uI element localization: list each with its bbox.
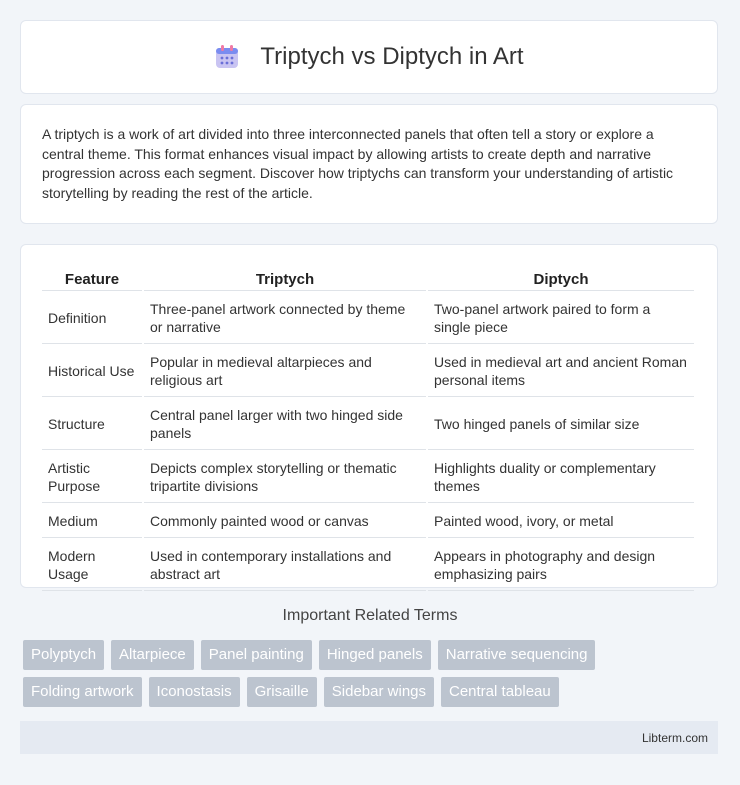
- tag-folding-artwork[interactable]: Folding artwork: [23, 677, 142, 707]
- table-cell-diptych: Two hinged panels of similar size: [428, 399, 694, 450]
- table-cell-triptych: Used in contemporary installations and abstract art: [144, 540, 426, 591]
- tag-iconostasis[interactable]: Iconostasis: [149, 677, 240, 707]
- intro-card: [20, 104, 718, 224]
- table-cell-triptych: Commonly painted wood or canvas: [144, 505, 426, 538]
- table-cell-feature: Definition: [42, 293, 142, 344]
- table-cell-triptych: Depicts complex storytelling or thematic tripartite divisions: [144, 452, 426, 503]
- table-cell-diptych: Two-panel artwork paired to form a single piece: [428, 293, 694, 344]
- footer-site-link[interactable]: Libterm.com: [641, 730, 708, 745]
- table-cell-triptych: Popular in medieval altarpieces and religious art: [144, 346, 426, 397]
- table-row: [42, 293, 694, 344]
- tag-panel-painting[interactable]: Panel painting: [201, 640, 312, 670]
- comparison-card: [20, 244, 718, 588]
- table-cell-diptych: Painted wood, ivory, or metal: [428, 505, 694, 538]
- tag-sidebar-wings[interactable]: Sidebar wings: [324, 677, 434, 707]
- tag-narrative-sequencing[interactable]: Narrative sequencing: [438, 640, 596, 670]
- table-cell-feature: Historical Use: [42, 346, 142, 397]
- table-row: [42, 540, 694, 591]
- tag-altarpiece[interactable]: Altarpiece: [111, 640, 194, 670]
- table-cell-diptych: Appears in photography and design emphasizing pairs: [428, 540, 694, 591]
- tag-row: [23, 677, 723, 707]
- related-terms-title: Important Related Terms: [282, 607, 458, 624]
- table-cell-diptych: Used in medieval art and ancient Roman personal items: [428, 346, 694, 397]
- footer: [20, 721, 718, 754]
- tag-central-tableau[interactable]: Central tableau: [441, 677, 559, 707]
- related-terms-tags: [23, 640, 723, 714]
- table-cell-feature: Artistic Purpose: [42, 452, 142, 503]
- page-title: Triptych vs Diptych in Art: [260, 43, 524, 70]
- column-header-feature: Feature: [42, 267, 142, 291]
- comparison-table: [40, 265, 696, 593]
- column-header-diptych: Diptych: [428, 267, 694, 291]
- table-cell-feature: Structure: [42, 399, 142, 450]
- calendar-icon: [214, 44, 240, 70]
- table-cell-feature: Modern Usage: [42, 540, 142, 591]
- intro-text: A triptych is a work of art divided into three interconnected panels that often tell a story or explore a central theme. This format enhances visual impact by allowing artists to create depth and narrative progression across each segment. Discover how triptychs can transform your understanding of artistic storytelling by reading the rest of the article.: [42, 126, 674, 201]
- table-header-row: [42, 267, 694, 291]
- table-cell-diptych: Highlights duality or complementary themes: [428, 452, 694, 503]
- tag-row: [23, 640, 723, 670]
- table-cell-triptych: Three-panel artwork connected by theme or narrative: [144, 293, 426, 344]
- table-row: [42, 505, 694, 538]
- table-cell-triptych: Central panel larger with two hinged side panels: [144, 399, 426, 450]
- header-card: [20, 20, 718, 94]
- table-cell-feature: Medium: [42, 505, 142, 538]
- table-row: [42, 346, 694, 397]
- column-header-triptych: Triptych: [144, 267, 426, 291]
- tag-hinged-panels[interactable]: Hinged panels: [319, 640, 431, 670]
- table-row: [42, 452, 694, 503]
- tag-polyptych[interactable]: Polyptych: [23, 640, 104, 670]
- table-row: [42, 399, 694, 450]
- tag-grisaille[interactable]: Grisaille: [247, 677, 317, 707]
